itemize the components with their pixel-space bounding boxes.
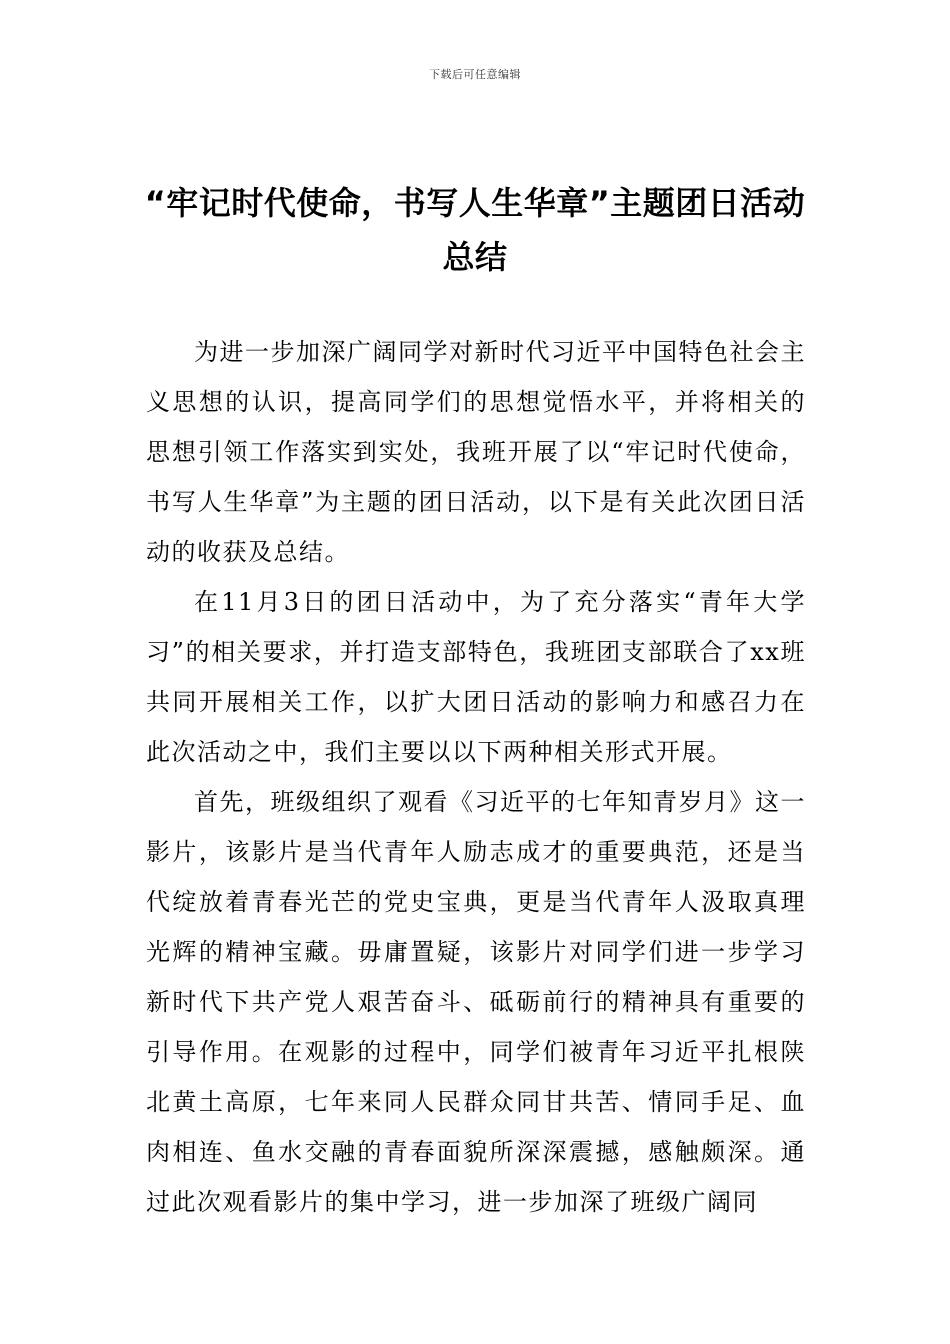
page-header-note: 下载后可任意编辑 [429, 68, 521, 81]
paragraph: 首先，班级组织了观看《习近平的七年知青岁月》这一影片，该影片是当代青年人励志成才的重要典范，还是当代绽放着青春光芒的党史宝典，更是当代青年人汲取真理光辉的精神宝藏。毋庸置疑，该影片对同学们进一步学习新时代下共产党人艰苦奋斗、砥砺前行的精神具有重要的引导作用。在观影的过程中，同学们被青年习近平扎根陕北黄土高原，七年来同人民群众同甘共苦、情同手足、血肉相连、鱼水交融的青春面貌所深深震撼，感触颇深。通过此次观看影片的集中学习，进一步加深了班级广阔同 [146, 788, 806, 1216]
document-body [146, 327, 806, 1227]
paragraph: 在11月3日的团日活动中，为了充分落实“青年大学习”的相关要求，并打造支部特色，我班团支部联合了xx班共同开展相关工作，以扩大团日活动的影响力和感召力在此次活动之中，我们主要以以下两种相关形式开展。 [146, 588, 806, 766]
document-title: “牢记时代使命，书写人生华章”主题团日活动总结 [144, 184, 806, 276]
paragraph: 为进一步加深广阔同学对新时代习近平中国特色社会主义思想的认识，提高同学们的思想觉悟水平，并将相关的思想引领工作落实到实处，我班开展了以“牢记时代使命，书写人生华章”为主题的团日活动，以下是有关此次团日活动的收获及总结。 [146, 338, 806, 566]
